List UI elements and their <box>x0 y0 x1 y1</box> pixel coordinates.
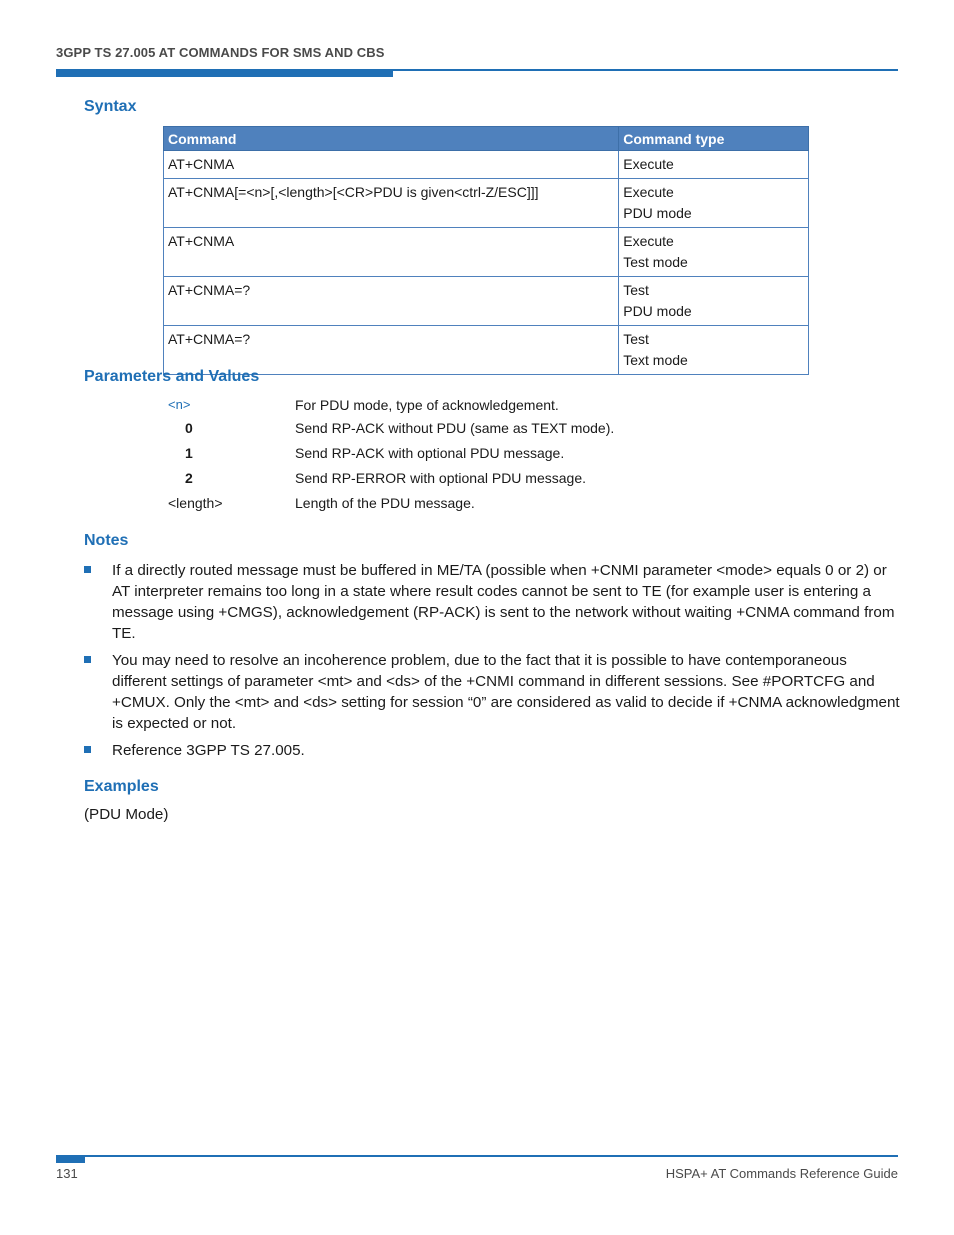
parameter-value: 1 <box>185 445 193 461</box>
footer-rule <box>56 1155 898 1157</box>
parameter-key: <length> <box>168 495 223 511</box>
table-row <box>164 277 809 326</box>
syntax-table <box>163 126 809 375</box>
table-row <box>164 179 809 228</box>
command-cell: AT+CNMA <box>164 151 619 179</box>
square-bullet-icon <box>84 566 91 573</box>
command-mode-line: Text mode <box>623 352 688 368</box>
command-cell: AT+CNMA=? <box>164 326 619 375</box>
examples-heading: Examples <box>84 778 159 795</box>
footer-rule-accent <box>56 1155 85 1163</box>
parameter-description: Send RP-ERROR with optional PDU message. <box>295 470 587 486</box>
command-type-line: Test <box>623 331 649 347</box>
command-type-line: Execute <box>623 184 674 200</box>
column-header-command-type: Command type <box>619 127 809 151</box>
running-header: 3GPP TS 27.005 AT COMMANDS FOR SMS AND CBS <box>56 45 385 60</box>
command-type-line: Test <box>623 282 649 298</box>
syntax-heading: Syntax <box>84 98 137 115</box>
command-type-cell <box>619 326 809 375</box>
command-type-cell <box>619 179 809 228</box>
note-text: If a directly routed message must be buffered in ME/TA (possible when +CNMI parameter <mode> equals 0 or 2) or AT interpreter remains too long in a state where result codes cannot be sent to TE (for example user is entering a message using +CMGS), acknowledgement (RP-ACK) is sent to the network without waiting +CNMA command from TE. <box>112 562 895 642</box>
parameter-value: 2 <box>185 470 193 486</box>
parameter-description: Send RP-ACK with optional PDU message. <box>295 445 565 461</box>
command-type-line: Execute <box>623 233 674 249</box>
notes-heading: Notes <box>84 532 129 549</box>
parameter-value: 0 <box>185 420 193 436</box>
command-mode-line: PDU mode <box>623 303 692 319</box>
parameter-description: Length of the PDU message. <box>295 495 475 511</box>
command-cell: AT+CNMA[=<n>[,<length>[<CR>PDU is given<ctrl-Z/ESC]]] <box>164 179 619 228</box>
parameter-description: Send RP-ACK without PDU (same as TEXT mode). <box>295 420 615 436</box>
command-mode-line: PDU mode <box>623 205 692 221</box>
note-item <box>84 560 900 644</box>
parameters-heading: Parameters and Values <box>84 368 260 385</box>
command-type-cell <box>619 151 809 179</box>
header-rule-accent <box>56 69 393 77</box>
command-type-cell <box>619 228 809 277</box>
command-cell: AT+CNMA=? <box>164 277 619 326</box>
note-item <box>84 650 900 734</box>
example-mode-label: (PDU Mode) <box>84 806 169 823</box>
document-title: HSPA+ AT Commands Reference Guide <box>665 1166 898 1181</box>
command-mode-line: Test mode <box>623 254 688 270</box>
table-row <box>164 228 809 277</box>
page-number: 131 <box>56 1166 78 1181</box>
table-header-row <box>164 127 809 151</box>
note-item <box>84 740 900 761</box>
command-cell: AT+CNMA <box>164 228 619 277</box>
square-bullet-icon <box>84 656 91 663</box>
table-row <box>164 151 809 179</box>
command-type-line: Execute <box>623 156 674 172</box>
square-bullet-icon <box>84 746 91 753</box>
parameter-description: For PDU mode, type of acknowledgement. <box>295 397 559 413</box>
table-row <box>164 326 809 375</box>
parameter-key-link[interactable]: <n> <box>168 397 191 412</box>
command-type-cell <box>619 277 809 326</box>
note-text: Reference 3GPP TS 27.005. <box>112 742 305 759</box>
column-header-command: Command <box>164 127 619 151</box>
note-text: You may need to resolve an incoherence problem, due to the fact that it is possible to have contemporaneous different settings of parameter <mt> and <ds> of the +CNMI command in different sessions. See #PORTCFG and +CMUX. Only the <mt> and <ds> setting for session “0” are considered as valid to decide if +CNMA acknowledgment is expected or not. <box>112 652 900 732</box>
